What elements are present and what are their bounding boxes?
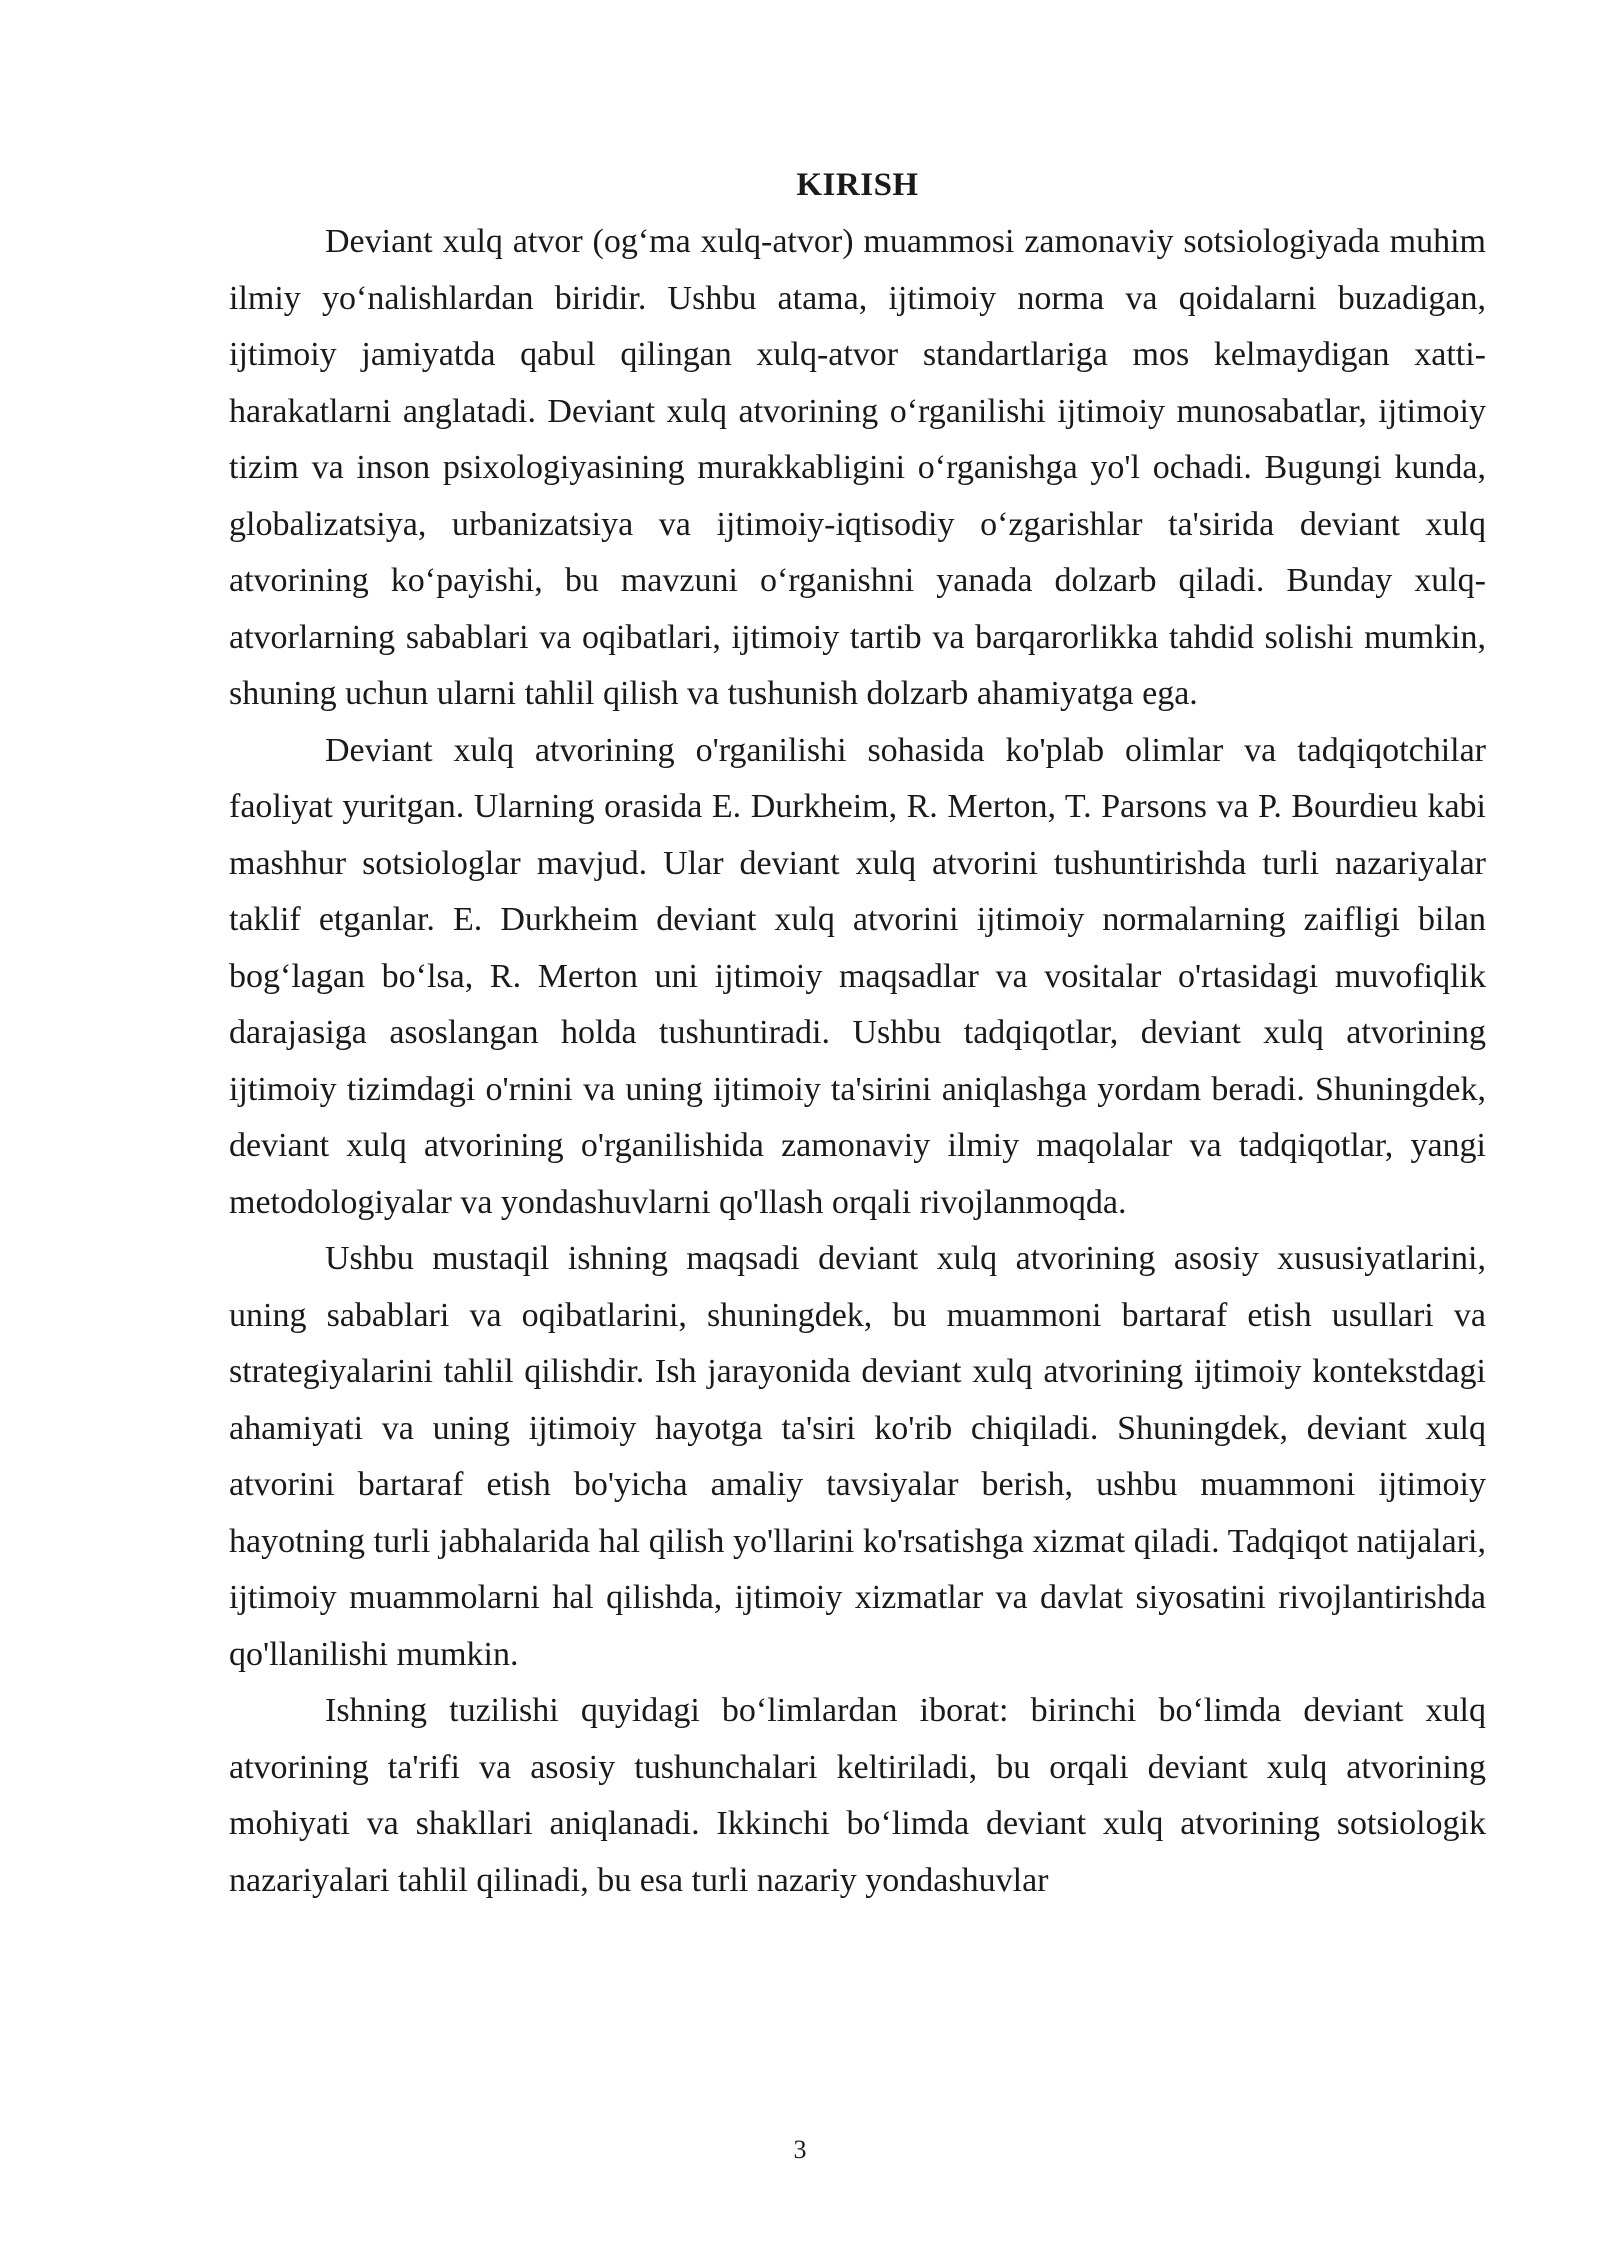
document-page: [229, 160, 1486, 1909]
paragraph-intro: Deviant xulq atvor (og‘ma xulq-atvor) muammosi zamonaviy sotsiologiyada muhim ilmiy yo‘nalishlardan biridir. Ushbu atama, ijtimoiy norma va qoidalarni buzadigan, ijtimoiy jamiyatda qabul qilingan xulq-atvor standartlariga mos kelmaydigan xatti-harakatlarni anglatadi. Deviant xulq atvorining o‘rganilishi ijtimoiy munosabatlar, ijtimoiy tizim va inson psixologiyasining murakkabligini o‘rganishga yo'l ochadi. Bugungi kunda, globalizatsiya, urbanizatsiya va ijtimoiy-iqtisodiy o‘zgarishlar ta'sirida deviant xulq atvorining ko‘payishi, bu mavzuni o‘rganishni yanada dolzarb qiladi. Bunday xulq-atvorlarning sabablari va oqibatlari, ijtimoiy tartib va barqarorlikka tahdid solishi mumkin, shuning uchun ularni tahlil qilish va tushunish dolzarb ahamiyatga ega.: [229, 223, 1486, 712]
page-number: 3: [793, 2135, 807, 2164]
section-title: KIRISH: [796, 167, 919, 203]
paragraph-researchers: Deviant xulq atvorining o'rganilishi sohasida ko'plab olimlar va tadqiqotchilar faoliyat yuritgan. Ularning orasida E. Durkheim, R. Merton, T. Parsons va P. Bourdieu kabi mashhur sotsiologlar mavjud. Ular deviant xulq atvorini tushuntirishda turli nazariyalar taklif etganlar. E. Durkheim deviant xulq atvorini ijtimoiy normalarning zaifligi bilan bog‘lagan bo‘lsa, R. Merton uni ijtimoiy maqsadlar va vositalar o'rtasidagi muvofiqlik darajasiga asoslangan holda tushuntiradi. Ushbu tadqiqotlar, deviant xulq atvorining ijtimoiy tizimdagi o'rnini va uning ijtimoiy ta'sirini aniqlashga yordam beradi. Shuningdek, deviant xulq atvorining o'rganilishida zamonaviy ilmiy maqolalar va tadqiqotlar, yangi metodologiyalar va yondashuvlarni qo'llash orqali rivojlanmoqda.: [229, 731, 1486, 1221]
paragraph-purpose: Ushbu mustaqil ishning maqsadi deviant xulq atvorining asosiy xususiyatlarini, uning sabablari va oqibatlarini, shuningdek, bu muammoni bartaraf etish usullari va strategiyalarini tahlil qilishdir. Ish jarayonida deviant xulq atvorining ijtimoiy kontekstdagi ahamiyati va uning ijtimoiy hayotga ta'siri ko'rib chiqiladi. Shuningdek, deviant xulq atvorini bartaraf etish bo'yicha amaliy tavsiyalar berish, ushbu muammoni ijtimoiy hayotning turli jabhalarida hal qilish yo'llarini ko'rsatishga xizmat qiladi. Tadqiqot natijalari, ijtimoiy muammolarni hal qilishda, ijtimoiy xizmatlar va davlat siyosatini rivojlantirishda qo'llanilishi mumkin.: [229, 1240, 1486, 1673]
paragraph-structure: Ishning tuzilishi quyidagi bo‘limlardan iborat: birinchi bo‘limda deviant xulq atvorining ta'rifi va asosiy tushunchalari keltiriladi, bu orqali deviant xulq atvorining mohiyati va shakllari aniqlanadi. Ikkinchi bo‘limda deviant xulq atvorining sotsiologik nazariyalari tahlil qilinadi, bu esa turli nazariy yondashuvlar: [229, 1692, 1486, 1899]
